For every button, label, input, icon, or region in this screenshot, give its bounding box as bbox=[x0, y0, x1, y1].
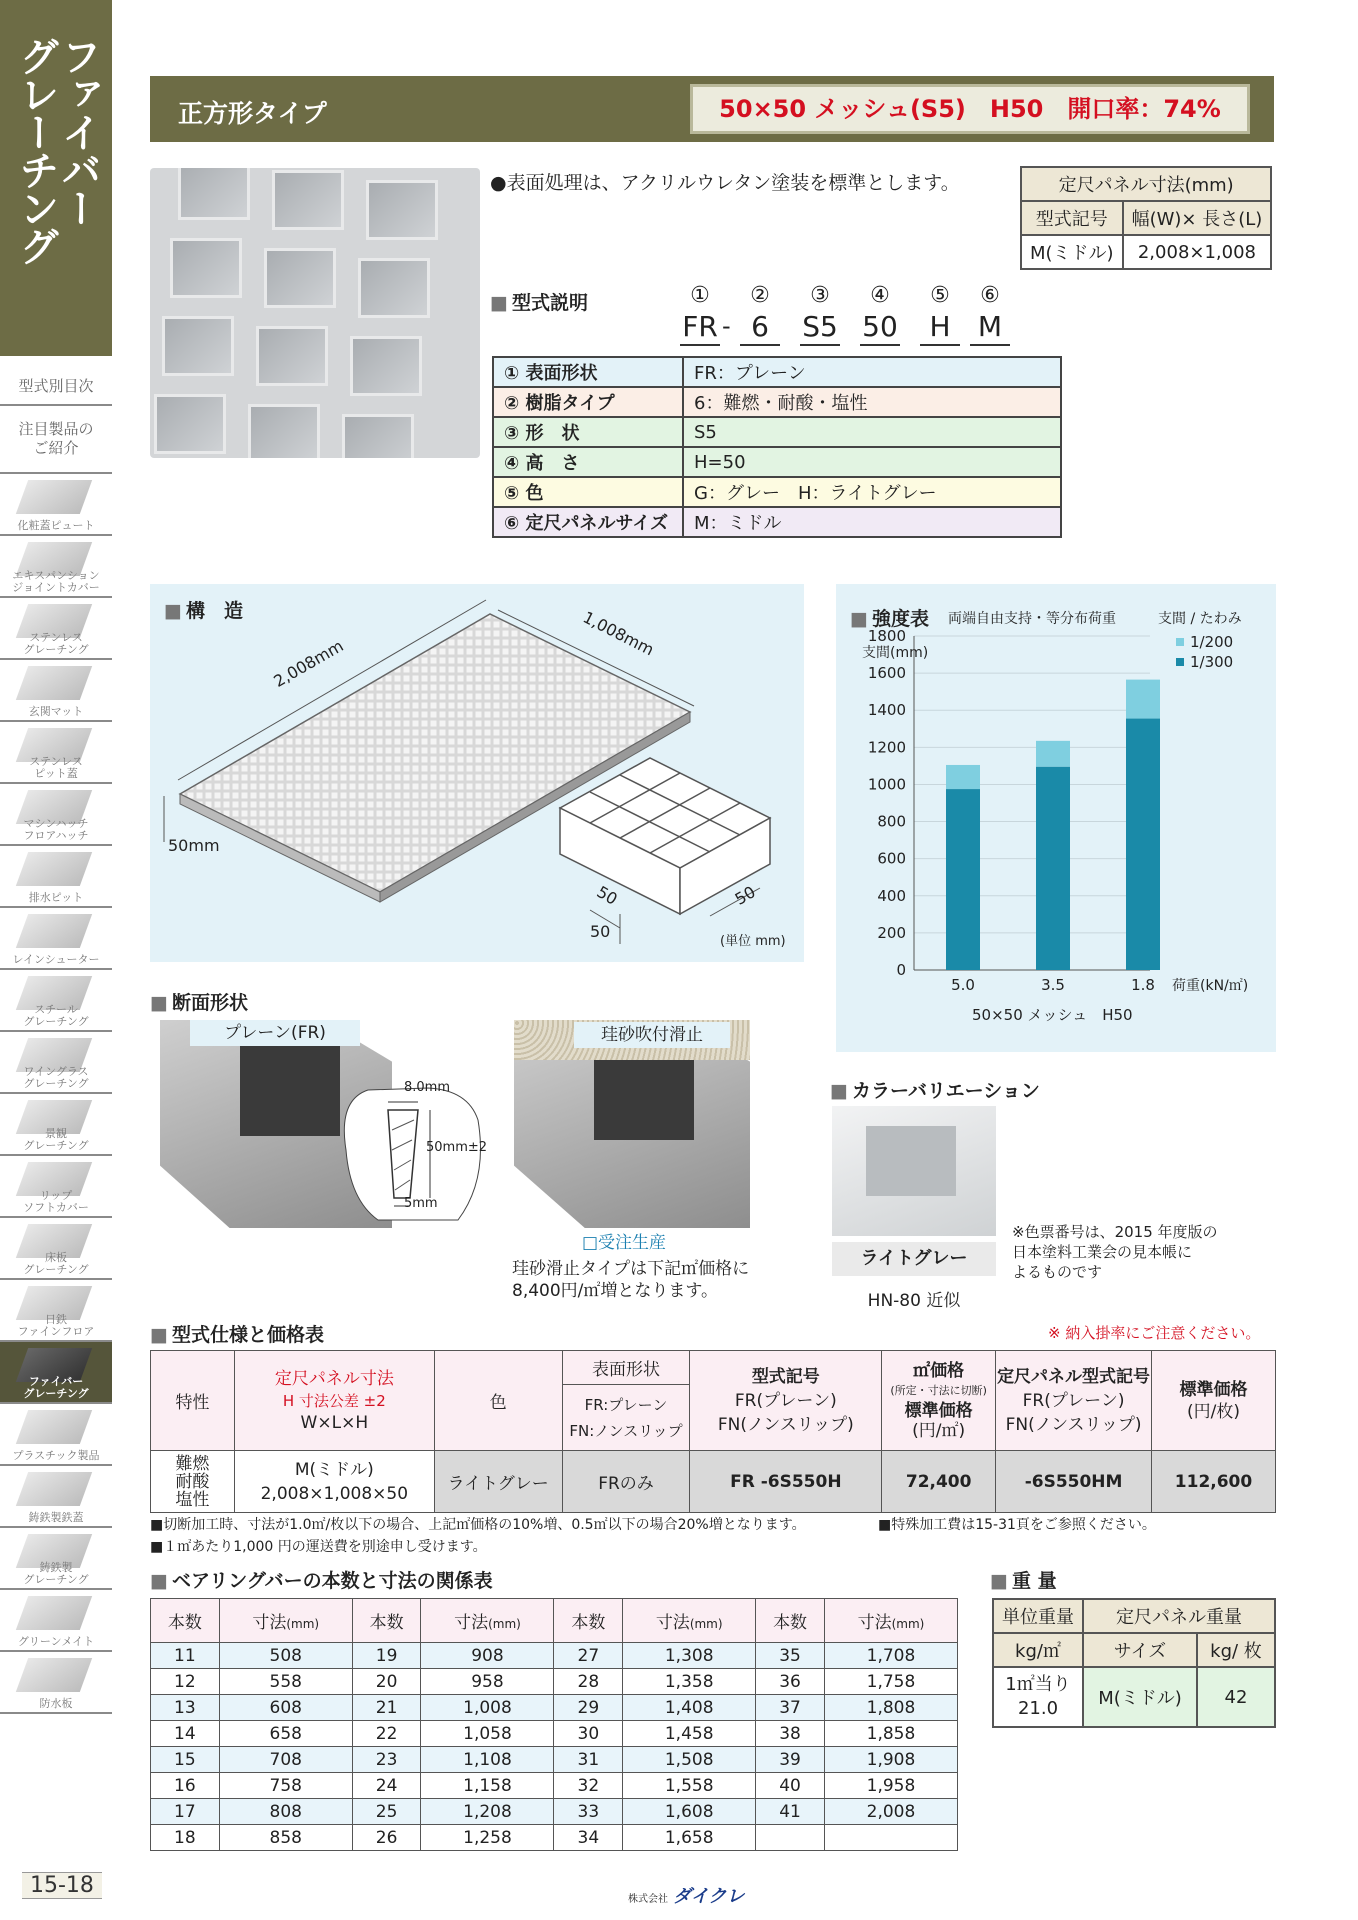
sidebar-item[interactable] bbox=[0, 536, 112, 598]
x-tick-label: 5.0 bbox=[951, 976, 975, 994]
bar-size-cell: 1,858 bbox=[824, 1721, 957, 1747]
strength-panel bbox=[836, 584, 1276, 1052]
table-row bbox=[151, 1643, 958, 1669]
bar-count-cell: 13 bbox=[151, 1695, 220, 1721]
grating-cell bbox=[350, 336, 422, 396]
sidebar-item[interactable] bbox=[0, 846, 112, 908]
bar-count-cell: 31 bbox=[554, 1747, 623, 1773]
bar-count-cell: 37 bbox=[756, 1695, 825, 1721]
model-code-number: ① bbox=[690, 283, 710, 308]
model-table bbox=[492, 356, 1062, 538]
model-code-number: ③ bbox=[810, 283, 830, 308]
bar-size-cell: 1,108 bbox=[421, 1747, 554, 1773]
h-bar-count: 本数 bbox=[151, 1599, 220, 1643]
bar-size-cell: 908 bbox=[421, 1643, 554, 1669]
grating-cell bbox=[358, 258, 430, 318]
section-header bbox=[150, 76, 1274, 142]
mesh-dim-c: 50 bbox=[590, 922, 611, 941]
coating-note: ●表面処理は、アクリルウレタン塗装を標準とします。 bbox=[490, 172, 960, 194]
bar-count-cell: 11 bbox=[151, 1643, 220, 1669]
x-tick-label: 1.8 bbox=[1131, 976, 1155, 994]
bar-size-cell: 1,758 bbox=[824, 1669, 957, 1695]
model-code-value: 50 bbox=[860, 310, 900, 346]
sidebar-item-label: リップ ソフトカバー bbox=[23, 1189, 89, 1214]
sidebar-item-label: エキスパンション ジョイントカバー bbox=[12, 569, 100, 594]
table-row bbox=[151, 1799, 958, 1825]
sidebar-item[interactable] bbox=[0, 1156, 112, 1218]
row-price: 112,600 bbox=[1152, 1451, 1276, 1513]
panel-size-model: M(ミドル) bbox=[1021, 235, 1123, 269]
bar-count-cell: 14 bbox=[151, 1721, 220, 1747]
rib-height-dim: 50mm±2 bbox=[426, 1140, 488, 1155]
sidebar-item-label: ワイングラス グレーチング bbox=[23, 1065, 89, 1090]
mesh-dim-a: 50 bbox=[593, 882, 621, 909]
h-panel-weight: 定尺パネル重量 bbox=[1083, 1599, 1275, 1633]
structure-drawing bbox=[150, 584, 804, 962]
grating-cell bbox=[342, 414, 414, 458]
color-variation-title: ■ カラーバリエーション bbox=[830, 1076, 1040, 1103]
bar-count-cell: 26 bbox=[352, 1825, 421, 1851]
bar-count-cell: 25 bbox=[352, 1799, 421, 1825]
length-dim: 2,008mm bbox=[270, 636, 347, 691]
h-sqm-price: ㎡価格 (所定・寸法に切断) 標準価格 (円/㎡) bbox=[882, 1351, 996, 1451]
sidebar-item[interactable] bbox=[0, 908, 112, 970]
y-tick-label: 1600 bbox=[867, 664, 906, 683]
sidebar-item[interactable] bbox=[0, 1032, 112, 1094]
sidebar-item-label: 化粧蓋ピュート bbox=[17, 519, 95, 532]
bar-size-cell: 1,008 bbox=[421, 1695, 554, 1721]
model-row-value: G：グレー H：ライトグレー bbox=[683, 477, 1061, 507]
y-tick-label: 200 bbox=[877, 923, 906, 942]
bar-size-cell: 708 bbox=[219, 1747, 352, 1773]
x-tick-label: 3.5 bbox=[1041, 976, 1065, 994]
sidebar-item[interactable] bbox=[0, 970, 112, 1032]
bar-size-cell: 1,358 bbox=[623, 1669, 756, 1695]
bar-count-cell: 23 bbox=[352, 1747, 421, 1773]
sidebar-item[interactable] bbox=[0, 1404, 112, 1466]
bar-1-200 bbox=[946, 765, 980, 789]
nav-model-index[interactable]: 型式別目次 bbox=[0, 366, 112, 406]
model-row bbox=[493, 447, 1061, 477]
spec-note-1: ■切断加工時、寸法が1.0㎡/枚以下の場合、上記㎡価格の10%増、0.5㎡以下の場合20%増となります。 bbox=[150, 1517, 806, 1533]
unit-note: (単位 mm) bbox=[720, 934, 786, 949]
sand-label: 珪砂吹付滑止 bbox=[574, 1022, 730, 1048]
y-tick-label: 800 bbox=[877, 812, 906, 831]
height-dim: 50mm bbox=[168, 836, 220, 855]
mesh-spec-badge: 50×50 メッシュ(S5) H50 開口率：74% bbox=[690, 84, 1250, 134]
sidebar-item[interactable] bbox=[0, 1590, 112, 1652]
order-mark: □受注生産 bbox=[582, 1233, 667, 1253]
bar-count-cell: 20 bbox=[352, 1669, 421, 1695]
row-surface: FRのみ bbox=[562, 1451, 690, 1513]
color-code: HN-80 近似 bbox=[867, 1291, 961, 1311]
y-tick-label: 1000 bbox=[867, 775, 906, 794]
bar-size-cell: 1,458 bbox=[623, 1721, 756, 1747]
h-surface: 表面形状 bbox=[562, 1351, 690, 1385]
category-tab bbox=[0, 0, 112, 356]
sidebar-item-label: 防水板 bbox=[39, 1697, 73, 1710]
sidebar-item-label: 玄関マット bbox=[28, 705, 84, 718]
section-title: 正方形タイプ bbox=[178, 99, 327, 128]
bar-count-cell: 40 bbox=[756, 1773, 825, 1799]
model-code-part bbox=[730, 282, 790, 346]
bar-size-cell: 958 bbox=[421, 1669, 554, 1695]
mesh-dim-b: 50 bbox=[731, 882, 759, 909]
bar-size-cell: 858 bbox=[219, 1825, 352, 1851]
legend-swatch bbox=[1176, 638, 1184, 646]
model-title: ■ 型式説明 bbox=[490, 288, 588, 315]
bearing-bar-table bbox=[150, 1598, 958, 1851]
section-shape-title: ■ 断面形状 bbox=[150, 988, 248, 1015]
sidebar-item-thumbnail bbox=[16, 1472, 92, 1506]
model-code-number: ④ bbox=[870, 283, 890, 308]
y-tick-label: 600 bbox=[877, 849, 906, 868]
sidebar-item-label: プラスチック製品 bbox=[12, 1449, 100, 1462]
bar-table-title: ■ ベアリングバーの本数と寸法の関係表 bbox=[150, 1566, 493, 1593]
category-title-line1: ファイバー bbox=[55, 36, 101, 226]
page-number: 15-18 bbox=[22, 1872, 102, 1899]
spec-note-3: ■１㎡あたり1,000 円の運送費を別途申し受けます。 bbox=[150, 1539, 487, 1555]
bar-1-200 bbox=[1126, 680, 1160, 719]
weight-title: ■ 重 量 bbox=[990, 1566, 1057, 1593]
bar-size-cell: 1,658 bbox=[623, 1825, 756, 1851]
row-model: FR -6S550H bbox=[690, 1451, 882, 1513]
h-bar-size: 寸法(mm) bbox=[623, 1599, 756, 1643]
model-row bbox=[493, 507, 1061, 537]
grating-cell bbox=[170, 238, 242, 298]
model-row-label: ② 樹脂タイプ bbox=[493, 387, 683, 417]
y-tick-label: 400 bbox=[877, 886, 906, 905]
sidebar-item[interactable] bbox=[0, 474, 112, 536]
bar-size-cell: 1,058 bbox=[421, 1721, 554, 1747]
sidebar-item-thumbnail bbox=[16, 666, 92, 700]
sidebar-item-thumbnail bbox=[16, 1410, 92, 1444]
bar-size-cell: 758 bbox=[219, 1773, 352, 1799]
category-title-line2: グレーチング bbox=[13, 36, 59, 264]
company-prefix: 株式会社 bbox=[628, 1894, 668, 1905]
model-row bbox=[493, 417, 1061, 447]
bar-count-cell: 35 bbox=[756, 1643, 825, 1669]
model-row-label: ④ 高 さ bbox=[493, 447, 683, 477]
sidebar-item[interactable] bbox=[0, 660, 112, 722]
bar-count-cell: 24 bbox=[352, 1773, 421, 1799]
bar-size-cell: 1,958 bbox=[824, 1773, 957, 1799]
model-row bbox=[493, 387, 1061, 417]
model-code-number: ⑥ bbox=[980, 283, 1000, 308]
bar-count-cell: 38 bbox=[756, 1721, 825, 1747]
model-code-number: ② bbox=[750, 283, 770, 308]
y-axis-label: 支間(mm) bbox=[862, 645, 929, 661]
h-kg-per-panel: kg/ 枚 bbox=[1197, 1633, 1275, 1667]
model-row-value: M：ミドル bbox=[683, 507, 1061, 537]
sidebar-item-label: ステンレス グレーチング bbox=[23, 631, 89, 656]
sidebar-item-label: 日鉄 ファインフロア bbox=[17, 1313, 95, 1338]
h-kg-per-sqm: kg/㎡ bbox=[993, 1633, 1083, 1667]
bar-size-cell: 1,808 bbox=[824, 1695, 957, 1721]
y-tick-label: 1400 bbox=[867, 701, 906, 720]
model-row bbox=[493, 477, 1061, 507]
strength-chart bbox=[836, 584, 1276, 1052]
table-row bbox=[151, 1773, 958, 1799]
sidebar-item[interactable] bbox=[0, 1652, 112, 1714]
bar-count-cell: 27 bbox=[554, 1643, 623, 1669]
bar-size-cell: 658 bbox=[219, 1721, 352, 1747]
bar-size-cell: 558 bbox=[219, 1669, 352, 1695]
sand-note: 珪砂滑止タイプは下記㎡価格に 8,400円/㎡増となります。 bbox=[512, 1259, 750, 1301]
x-axis-label: 荷重(kN/㎡) bbox=[1172, 978, 1249, 994]
legend-swatch bbox=[1176, 658, 1184, 666]
plain-label: プレーン(FR) bbox=[190, 1020, 360, 1046]
grating-cell bbox=[162, 316, 234, 376]
rib-top-dim: 8.0mm bbox=[404, 1080, 451, 1095]
nav-featured[interactable]: 注目製品の ご紹介 bbox=[0, 406, 112, 474]
price-warning: ※ 納入掛率にご注意ください。 bbox=[1048, 1324, 1261, 1342]
bar-size-cell: 1,258 bbox=[421, 1825, 554, 1851]
color-note: ※色票番号は、2015 年度版の 日本塗料工業会の見本帳に よるものです bbox=[1012, 1223, 1218, 1281]
grating-cell bbox=[178, 168, 250, 220]
h-bar-count: 本数 bbox=[756, 1599, 825, 1643]
panel-size-table bbox=[1020, 166, 1272, 270]
sidebar-item-label: 排水ピット bbox=[28, 891, 84, 904]
color-swatch-photo bbox=[832, 1106, 996, 1236]
h-color: 色 bbox=[434, 1351, 562, 1451]
model-code-number: ⑤ bbox=[930, 283, 950, 308]
bar-size-cell: 1,908 bbox=[824, 1747, 957, 1773]
sidebar-item-label: ファイバー グレーチング bbox=[23, 1375, 89, 1400]
h-panel-model: 定尺パネル型式記号 FR(プレーン) FN(ノンスリップ) bbox=[996, 1351, 1152, 1451]
sidebar-item[interactable] bbox=[0, 1342, 112, 1404]
bar-size-cell: 1,558 bbox=[623, 1773, 756, 1799]
bar-size-cell: 1,608 bbox=[623, 1799, 756, 1825]
bar-size-cell: 2,008 bbox=[824, 1799, 957, 1825]
spec-note-2: ■特殊加工費は15-31頁をご参照ください。 bbox=[878, 1517, 1156, 1533]
company-logo bbox=[628, 1882, 744, 1908]
h-property: 特性 bbox=[151, 1351, 235, 1451]
bar-count-cell: 28 bbox=[554, 1669, 623, 1695]
bar-size-cell: 1,408 bbox=[623, 1695, 756, 1721]
row-panel-model: -6S550HM bbox=[996, 1451, 1152, 1513]
bar-size-cell: 608 bbox=[219, 1695, 352, 1721]
model-row-label: ⑤ 色 bbox=[493, 477, 683, 507]
sidebar-item-label: 鋳鉄製鉄蓋 bbox=[28, 1511, 84, 1524]
legend-label: 1/200 bbox=[1190, 633, 1234, 651]
bar-count-cell: 16 bbox=[151, 1773, 220, 1799]
sidebar-item-label: 景観 グレーチング bbox=[23, 1127, 89, 1152]
grating-cell bbox=[366, 180, 438, 240]
bar-count-cell: 32 bbox=[554, 1773, 623, 1799]
sidebar-item-thumbnail bbox=[16, 480, 92, 514]
bar-size-cell: 508 bbox=[219, 1643, 352, 1669]
bar-count-cell: 19 bbox=[352, 1643, 421, 1669]
model-row bbox=[493, 357, 1061, 387]
table-row bbox=[151, 1669, 958, 1695]
row-color: ライトグレー bbox=[434, 1451, 562, 1513]
model-row-label: ① 表面形状 bbox=[493, 357, 683, 387]
bar-count-cell: 36 bbox=[756, 1669, 825, 1695]
model-code-value: H bbox=[920, 310, 960, 346]
table-row bbox=[151, 1721, 958, 1747]
h-unit-weight: 単位重量 bbox=[993, 1599, 1083, 1633]
bar-count-cell: 22 bbox=[352, 1721, 421, 1747]
strength-title: ■ 強度表 bbox=[850, 604, 929, 631]
model-code-value: M bbox=[970, 310, 1010, 346]
bar-size-cell: 1,208 bbox=[421, 1799, 554, 1825]
bar-size-cell: 1,158 bbox=[421, 1773, 554, 1799]
bar-count-cell: 30 bbox=[554, 1721, 623, 1747]
bar-size-cell: 808 bbox=[219, 1799, 352, 1825]
h-bar-size: 寸法(mm) bbox=[421, 1599, 554, 1643]
grating-cell bbox=[256, 326, 328, 386]
sand-section-photo bbox=[514, 1020, 750, 1228]
model-code-part bbox=[790, 282, 850, 346]
model-code-part bbox=[960, 282, 1020, 346]
strength-subtitle: 両端自由支持・等分布荷重 bbox=[948, 611, 1116, 627]
bar-count-cell: 17 bbox=[151, 1799, 220, 1825]
model-row-value: FR：プレーン bbox=[683, 357, 1061, 387]
y-tick-label: 1800 bbox=[867, 627, 906, 645]
sidebar-item-thumbnail bbox=[16, 914, 92, 948]
sidebar-item[interactable] bbox=[0, 1466, 112, 1528]
grating-cell bbox=[248, 404, 320, 458]
model-code-part bbox=[850, 282, 910, 346]
sidebar-item[interactable] bbox=[0, 1094, 112, 1156]
bar-1-300 bbox=[946, 789, 980, 970]
h-model: 型式記号 FR(プレーン) FN(ノンスリップ) bbox=[690, 1351, 882, 1451]
bar-count-cell: 41 bbox=[756, 1799, 825, 1825]
h-panel-size: 定尺パネル寸法 H 寸法公差 ±2 W×L×H bbox=[234, 1351, 434, 1451]
bar-1-200 bbox=[1036, 741, 1070, 767]
panel-size-col-model: 型式記号 bbox=[1021, 201, 1123, 235]
row-sqm-price: 72,400 bbox=[882, 1451, 996, 1513]
unit-weight-value: 1㎡当り 21.0 bbox=[993, 1667, 1083, 1727]
panel-size-dims: 2,008×1,008 bbox=[1123, 235, 1272, 269]
bar-1-300 bbox=[1126, 719, 1160, 970]
panel-size-col-dims: 幅(W)× 長さ(L) bbox=[1123, 201, 1272, 235]
bar-count-cell: 15 bbox=[151, 1747, 220, 1773]
bar-count-cell bbox=[756, 1825, 825, 1851]
color-name: ライトグレー bbox=[832, 1242, 996, 1276]
bar-count-cell: 34 bbox=[554, 1825, 623, 1851]
bar-count-cell: 39 bbox=[756, 1747, 825, 1773]
sidebar-item-label: マシンハッチ フロアハッチ bbox=[23, 817, 89, 842]
model-code-value: S5 bbox=[800, 310, 840, 346]
grating-cell bbox=[264, 248, 336, 308]
sidebar-item-label: グリーンメイト bbox=[17, 1635, 95, 1648]
bar-count-cell: 29 bbox=[554, 1695, 623, 1721]
table-row bbox=[151, 1825, 958, 1851]
model-row-value: H=50 bbox=[683, 447, 1061, 477]
h-bar-count: 本数 bbox=[352, 1599, 421, 1643]
grating-cell bbox=[272, 170, 344, 230]
sidebar-item-thumbnail bbox=[16, 852, 92, 886]
y-tick-label: 0 bbox=[896, 961, 906, 979]
sidebar-item[interactable] bbox=[0, 722, 112, 784]
model-row-value: 6：難燃・耐酸・塩性 bbox=[683, 387, 1061, 417]
chart-caption: 50×50 メッシュ H50 bbox=[972, 1006, 1133, 1024]
bar-size-cell: 1,708 bbox=[824, 1643, 957, 1669]
bar-count-cell: 21 bbox=[352, 1695, 421, 1721]
sidebar-item[interactable] bbox=[0, 1218, 112, 1280]
panel-weight-value: 42 bbox=[1197, 1667, 1275, 1727]
bar-size-cell bbox=[824, 1825, 957, 1851]
weight-table bbox=[992, 1598, 1276, 1728]
sidebar-item-thumbnail bbox=[16, 1658, 92, 1692]
h-surface-opts: FR:プレーン FN:ノンスリップ bbox=[562, 1385, 690, 1451]
sidebar-item-label: 鋳鉄製 グレーチング bbox=[23, 1561, 89, 1586]
bar-1-300 bbox=[1036, 767, 1070, 970]
model-code-part bbox=[670, 282, 730, 346]
sidebar-item-label: スチール グレーチング bbox=[23, 1003, 89, 1028]
sidebar-item[interactable] bbox=[0, 598, 112, 660]
model-code-value: 6 bbox=[740, 310, 780, 346]
spec-table-title: ■ 型式仕様と価格表 bbox=[150, 1320, 324, 1347]
h-std-price: 標準価格 (円/枚) bbox=[1152, 1351, 1276, 1451]
structure-title: ■ 構 造 bbox=[164, 596, 243, 623]
size-value: M(ミドル) bbox=[1083, 1667, 1197, 1727]
model-code-dash: - bbox=[722, 312, 731, 340]
sidebar-item[interactable] bbox=[0, 1528, 112, 1590]
bar-count-cell: 12 bbox=[151, 1669, 220, 1695]
spec-price-table bbox=[150, 1350, 1276, 1513]
h-size: サイズ bbox=[1083, 1633, 1197, 1667]
legend-label: 1/300 bbox=[1190, 653, 1234, 671]
bar-size-cell: 1,508 bbox=[623, 1747, 756, 1773]
sidebar-item-label: ステンレス ピット蓋 bbox=[29, 755, 83, 780]
grating-photo bbox=[150, 168, 480, 458]
row-property: 難燃 耐酸 塩性 bbox=[151, 1451, 235, 1513]
panel-size-caption: 定尺パネル寸法(mm) bbox=[1021, 167, 1271, 201]
bar-count-cell: 33 bbox=[554, 1799, 623, 1825]
sidebar-nav bbox=[0, 366, 112, 1714]
legend-title: 支間 / たわみ bbox=[1158, 611, 1242, 627]
y-tick-label: 1200 bbox=[867, 738, 906, 757]
model-row-label: ③ 形 状 bbox=[493, 417, 683, 447]
table-row bbox=[151, 1695, 958, 1721]
bar-size-cell: 1,308 bbox=[623, 1643, 756, 1669]
table-row bbox=[151, 1747, 958, 1773]
width-dim: 1,008mm bbox=[579, 607, 658, 660]
grating-cell bbox=[154, 394, 226, 454]
model-code-value: FR bbox=[680, 310, 720, 346]
h-bar-count: 本数 bbox=[554, 1599, 623, 1643]
structure-panel bbox=[150, 584, 804, 962]
row-panel: M(ミドル) 2,008×1,008×50 bbox=[234, 1451, 434, 1513]
sidebar-item-thumbnail bbox=[16, 1596, 92, 1630]
sidebar-item-label: 床板 グレーチング bbox=[23, 1251, 89, 1276]
h-bar-size: 寸法(mm) bbox=[219, 1599, 352, 1643]
model-row-label: ⑥ 定尺パネルサイズ bbox=[493, 507, 683, 537]
h-bar-size: 寸法(mm) bbox=[824, 1599, 957, 1643]
sidebar-item[interactable] bbox=[0, 784, 112, 846]
rib-bottom-dim: 5mm bbox=[404, 1196, 438, 1211]
company-name: ダイクレ bbox=[673, 1886, 745, 1907]
model-row-value: S5 bbox=[683, 417, 1061, 447]
model-code bbox=[670, 282, 1030, 348]
bar-count-cell: 18 bbox=[151, 1825, 220, 1851]
sidebar-item-label: レインシューター bbox=[12, 953, 100, 966]
sidebar-item[interactable] bbox=[0, 1280, 112, 1342]
